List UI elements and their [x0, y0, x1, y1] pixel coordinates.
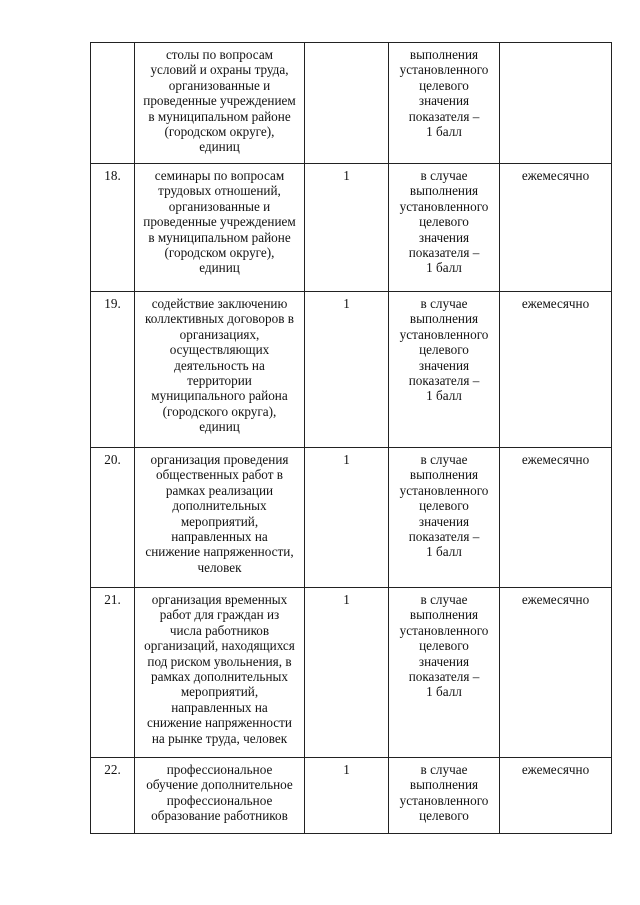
scoring-condition — [389, 588, 500, 758]
table-row — [91, 164, 612, 292]
scoring-condition-text: в случае выполнения установленного целевого значения показателя – 1 балл — [399, 592, 489, 700]
scoring-condition-text: в случае выполнения установленного целевого — [399, 762, 489, 824]
reporting-frequency: ежемесячно — [500, 164, 612, 292]
scoring-condition-text: в случае выполнения установленного целевого значения показателя – 1 балл — [399, 168, 489, 276]
row-number: 19. — [91, 292, 135, 448]
indicator-name — [135, 448, 305, 588]
reporting-frequency — [500, 43, 612, 164]
indicator-name — [135, 588, 305, 758]
table-row — [91, 292, 612, 448]
indicator-value — [305, 43, 389, 164]
indicators-table — [90, 42, 612, 834]
indicator-value: 1 — [305, 164, 389, 292]
row-number: 22. — [91, 758, 135, 834]
indicator-name-text: организация проведения общественных работ в рамках реализации дополнительных мероприятий, направленных на снижение напряженности, человек — [145, 452, 294, 575]
indicator-name — [135, 292, 305, 448]
scoring-condition-text: в случае выполнения установленного целевого значения показателя – 1 балл — [399, 452, 489, 560]
row-number: 18. — [91, 164, 135, 292]
indicator-name-text: столы по вопросам условий и охраны труда, организованные и проведенные учреждением в муниципальном районе (городском округе), единиц — [143, 47, 296, 155]
scoring-condition — [389, 292, 500, 448]
indicator-name-text: профессиональное обучение дополнительное профессиональное образование работников — [146, 762, 293, 824]
scoring-condition — [389, 758, 500, 834]
indicator-name — [135, 164, 305, 292]
indicator-value: 1 — [305, 588, 389, 758]
reporting-frequency: ежемесячно — [500, 758, 612, 834]
row-number: 21. — [91, 588, 135, 758]
indicator-value: 1 — [305, 758, 389, 834]
reporting-frequency: ежемесячно — [500, 292, 612, 448]
scoring-condition-text: в случае выполнения установленного целевого значения показателя – 1 балл — [399, 296, 489, 404]
reporting-frequency: ежемесячно — [500, 588, 612, 758]
reporting-frequency: ежемесячно — [500, 448, 612, 588]
indicator-name — [135, 43, 305, 164]
indicator-value: 1 — [305, 292, 389, 448]
row-number: 20. — [91, 448, 135, 588]
indicator-name-text: семинары по вопросам трудовых отношений, организованные и проведенные учреждением в муниципальном районе (городском округе), единиц — [143, 168, 296, 276]
scoring-condition — [389, 448, 500, 588]
row-number — [91, 43, 135, 164]
table-row — [91, 448, 612, 588]
table-row — [91, 588, 612, 758]
scoring-condition — [389, 164, 500, 292]
indicator-name-text: организация временных работ для граждан из числа работников организаций, находящихся под риском увольнения, в рамках дополнительных мероприятий, направленных на снижение напряженности на рынке труда, человек — [144, 592, 295, 746]
table-row — [91, 758, 612, 834]
indicator-name-text: содействие заключению коллективных договоров в организациях, осуществляющих деятельность на территории муниципального района (городского округа), единиц — [145, 296, 294, 435]
scoring-condition-text: выполнения установленного целевого значения показателя – 1 балл — [399, 47, 489, 140]
scoring-condition — [389, 43, 500, 164]
indicator-name — [135, 758, 305, 834]
table-row — [91, 43, 612, 164]
indicator-value: 1 — [305, 448, 389, 588]
